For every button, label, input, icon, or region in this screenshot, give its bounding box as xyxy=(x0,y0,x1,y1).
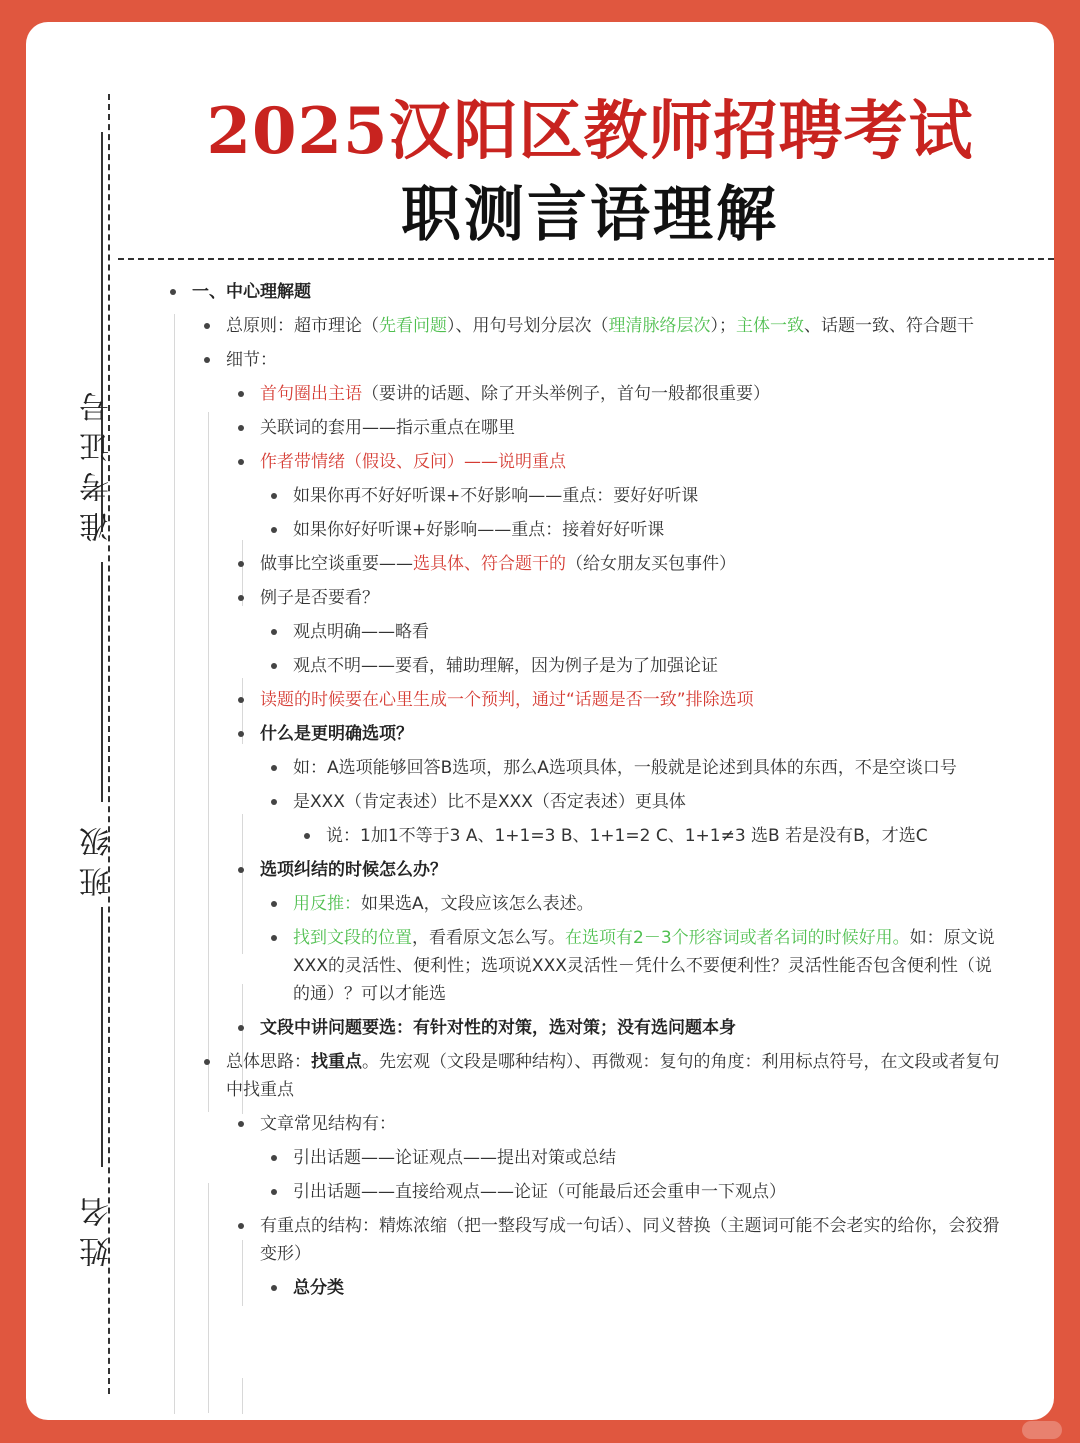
list-item: 关联词的套用——指示重点在哪里 xyxy=(166,414,1006,442)
list-item: 文章常见结构有： xyxy=(166,1110,1006,1138)
highlight-red: 首句圈出主语 xyxy=(260,384,362,404)
highlight-green: 在选项有2－3个形容词或者名词的时候好用。 xyxy=(565,928,910,948)
list-item: 读题的时候要在心里生成一个预判，通过“话题是否一致”排除选项 xyxy=(166,686,1006,714)
list-item: 如果你好好听课+好影响——重点：接着好好听课 xyxy=(166,516,1006,544)
list-item: 如果你再不好好听课+不好影响——重点：要好好听课 xyxy=(166,482,1006,510)
vertical-cut-line xyxy=(108,94,110,1394)
item-text: （要讲的话题、除了开头举例子，首句一般都很重要） xyxy=(362,384,770,404)
list-item xyxy=(166,550,1006,578)
outline-content xyxy=(166,278,1006,1308)
class-line xyxy=(101,562,103,802)
name-label: 姓名 xyxy=(80,1187,115,1267)
name-line xyxy=(101,907,103,1167)
list-item: 是XXX（肯定表述）比不是XXX（否定表述）更具体 xyxy=(166,788,1006,816)
item-text: （给女朋友买包事件） xyxy=(566,554,736,574)
item-text: 如果选A，文段应该怎么表述。 xyxy=(361,894,594,914)
outline-guide xyxy=(242,1378,243,1414)
page-subtitle: 职测言语理解 xyxy=(401,180,779,250)
item-text: ，看看原文怎么写。 xyxy=(412,928,565,948)
document-sheet xyxy=(26,22,1054,1420)
principle-highlight: 理清脉络层次 xyxy=(608,316,711,336)
horizontal-cut-line xyxy=(118,258,1054,260)
list-item xyxy=(166,890,1006,918)
item-text: 如：原文说XXX的灵活性、便利性；选项说XXX灵活性－凭什么不要便利性？灵活性能否包含便利性（说的通）？可以才能选 xyxy=(293,928,995,1004)
principle-highlight: 先看问题 xyxy=(379,316,447,336)
list-item: 选项纠结的时候怎么办？ xyxy=(166,856,1006,884)
principle-highlight: 主体一致 xyxy=(736,316,804,336)
exam-number-label: 准考证号 xyxy=(80,382,115,542)
list-item-overall xyxy=(166,1048,1006,1104)
list-item: 观点明确——略看 xyxy=(166,618,1006,646)
list-item: 文段中讲问题要选：有针对性的对策，选对策；没有选问题本身 xyxy=(166,1014,1006,1042)
list-item: 观点不明——要看，辅助理解，因为例子是为了加强论证 xyxy=(166,652,1006,680)
list-item-details: 细节： xyxy=(166,346,1006,374)
principle-tail: 、话题一致、符合题干 xyxy=(804,316,974,336)
principle-text: ）、用句号划分层次（ xyxy=(447,316,609,336)
list-item: 什么是更明确选项？ xyxy=(166,720,1006,748)
highlight-red: 选具体、符合题干的 xyxy=(413,554,566,574)
list-item: 总分类 xyxy=(166,1274,1006,1302)
section-heading: 一、中心理解题 xyxy=(166,278,1006,306)
class-label: 班级 xyxy=(80,817,115,897)
item-text: 。先宏观（文段是哪种结构）、再微观：复句的角度：利用标点符号，在文段或者复句中找重点 xyxy=(226,1052,1000,1100)
page-title: 2025汉阳区教师招聘考试 xyxy=(206,94,974,169)
candidate-info-strip xyxy=(64,107,114,1407)
list-item: 如：A选项能够回答B选项，那么A选项具体，一般就是论述到具体的东西，不是空谈口号 xyxy=(166,754,1006,782)
list-item-principle xyxy=(166,312,1006,340)
list-item: 说：1加1不等于3 A、1+1=3 B、1+1=2 C、1+1≠3 选B 若是没有B，才选C xyxy=(166,822,1006,850)
item-text: 总体思路： xyxy=(226,1052,311,1072)
list-item: 有重点的结构：精炼浓缩（把一整段写成一句话）、同义替换（主题词可能不会老实的给你，会狡猾变形） xyxy=(166,1212,1006,1268)
item-text: 做事比空谈重要—— xyxy=(260,554,413,574)
highlight-bold: 找重点 xyxy=(311,1052,362,1072)
list-item: 引出话题——论证观点——提出对策或总结 xyxy=(166,1144,1006,1172)
list-item: 引出话题——直接给观点——论证（可能最后还会重申一下观点） xyxy=(166,1178,1006,1206)
highlight-green: 找到文段的位置 xyxy=(293,928,412,948)
principle-text: ）； xyxy=(710,316,736,336)
list-item: 作者带情绪（假设、反问）——说明重点 xyxy=(166,448,1006,476)
list-item: 例子是否要看？ xyxy=(166,584,1006,612)
watermark-badge xyxy=(1022,1421,1062,1439)
principle-prefix: 总原则：超市理论（ xyxy=(226,316,379,336)
list-item xyxy=(166,924,1006,1008)
list-item xyxy=(166,380,1006,408)
highlight-green: 用反推： xyxy=(293,894,361,914)
